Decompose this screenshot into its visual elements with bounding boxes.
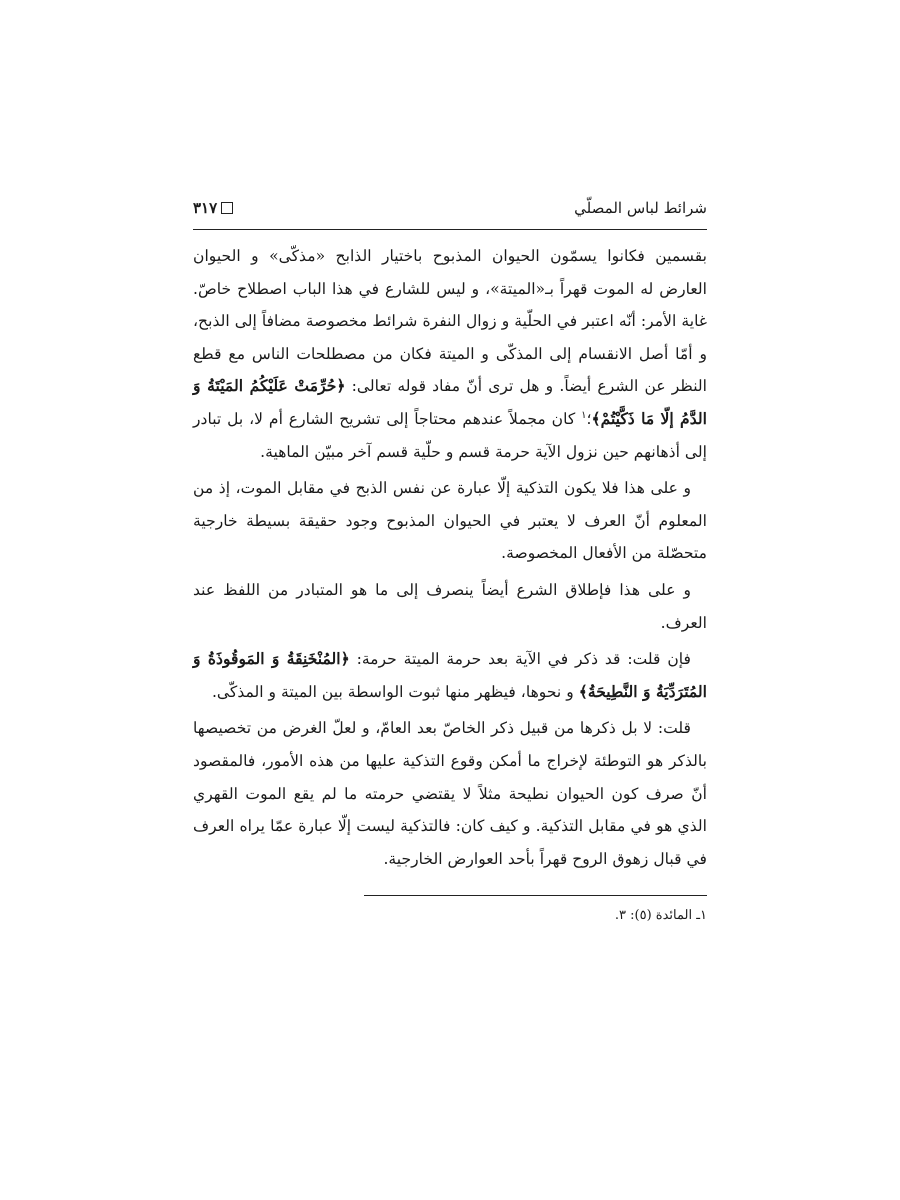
running-header	[193, 195, 707, 230]
paragraph	[193, 574, 707, 639]
text-segment: بقسمين فكانوا يسمّون الحيوان المذبوح باختيار الذابح «مذكّى» و الحيوان العارض له الموت قهراً بـ«الميتة»، و ليس للشارع في هذا الباب اصطلاح خاصّ. غاية الأمر: أنّه اعتبر في الحلّية و زوال النفرة شرائط مخصوصة مضافاً إلى الذبح، و أمّا أصل الانقسام إلى المذكّى و الميتة فكان من مصطلحات الناس مع قطع النظر عن الشرع أيضاً. و هل ترى أنّ مفاد قوله تعالى:	[193, 247, 707, 396]
text-segment: كان مجملاً عندهم محتاجاً إلى تشريح الشارع أم لا، بل تبادر إلى أذهانهم حين نزول الآية حرمة قسم و حلّية قسم آخر مبيّن الماهية.	[193, 409, 707, 461]
footnote-divider	[364, 895, 707, 896]
text-segment: و على هذا فلا يكون التذكية إلّا عبارة عن نفس الذبح في مقابل الموت، إذ من المعلوم أنّ العرف لا يعتبر في الحيوان المذبوح وجود حقيقة بسيطة خارجية متحصّلة من الأفعال المخصوصة.	[193, 479, 707, 563]
square-bullet-icon	[221, 202, 233, 214]
text-segment: و نحوها، فيظهر منها ثبوت الواسطة بين الميتة و المذكّى.	[211, 682, 579, 701]
paragraph	[193, 472, 707, 570]
footnote-marker: ١	[581, 409, 587, 421]
quran-quote: ﴿حُرِّمَتْ عَلَيْكُمُ المَيْتَةُ وَ الدَّمُ إلّا مَا ذَكَّيْتُمْ﴾	[193, 376, 707, 428]
text-segment: قلت: لا بل ذكرها من قبيل ذكر الخاصّ بعد العامّ، و لعلّ الغرض من تخصيصها بالذكر هو التوطئة لإخراج ما أمكن وقوع التذكية عليها من هذه الأمور، فالمقصود أنّ صرف كون الحيوان نطيحة مثلاً لا يقتضي حرمته ما لم يقع الموت القهري الذي هو في مقابل التذكية. و كيف كان: فالتذكية ليست إلّا عبارة عمّا يراه العرف في قبال زهوق الروح قهراً بأحد العوارض الخارجية.	[193, 719, 707, 868]
footnote: ١ـ المائدة (٥): ٣.	[614, 908, 707, 924]
paragraph	[193, 712, 707, 875]
text-segment: فإن قلت: قد ذكر في الآية بعد حرمة الميتة حرمة:	[349, 650, 692, 669]
quran-quote: ﴿المُنْخَنِقَةُ وَ المَوقُوذَةُ وَ المُتَرَدِّيَةُ وَ النَّطِيحَةُ﴾	[193, 649, 707, 701]
body-text	[193, 240, 707, 875]
paragraph	[193, 643, 707, 708]
paragraph	[193, 240, 707, 468]
text-segment: ؛	[586, 409, 592, 428]
text-segment: و على هذا فإطلاق الشرع أيضاً ينصرف إلى ما هو المتبادر من اللفظ عند العرف.	[193, 580, 707, 632]
book-page	[193, 195, 707, 926]
book-title: شرائط لباس المصلّي	[574, 199, 707, 217]
page-number: ٣١٧	[193, 199, 218, 217]
page-number-block	[193, 199, 233, 217]
